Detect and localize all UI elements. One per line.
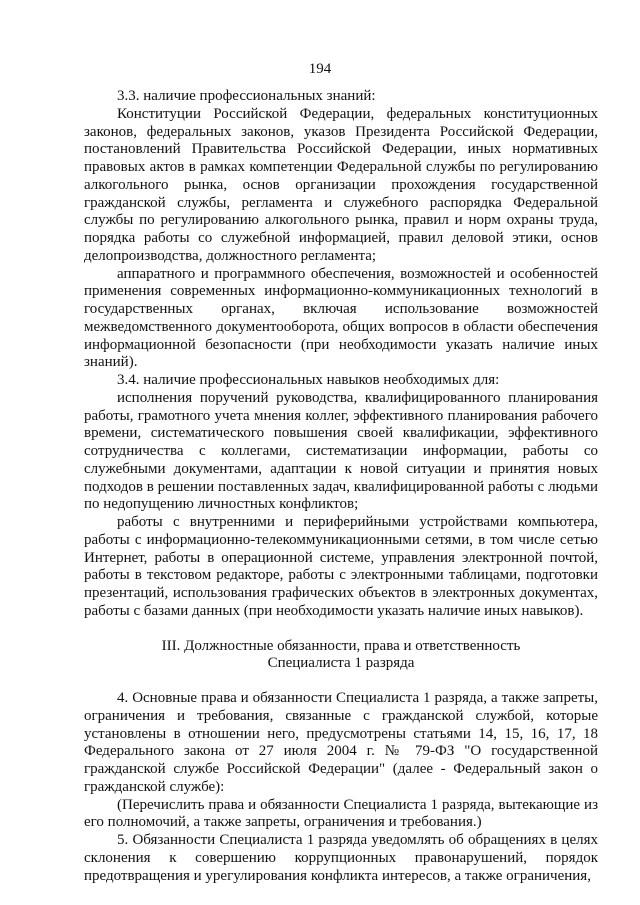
paragraph-knowledge-laws: Конституции Российской Федерации, федеральных конституционных законов, федеральных законов, указов Президента Российской Федерации, постановлений Правительства Российской Федерации, иных нормативных правовых актов в рамках компетенции Федеральной службы по регулированию алкогольного рынка, основ организации прохождения государственной гражданской службы, регламента и служебного распорядка Федеральной службы по регулированию алкогольного рынка, правил и норм охраны труда, порядка работы со служебной информацией, правил деловой этики, основ делопроизводства, должностного регламента; [84, 105, 598, 264]
paragraph-5: 5. Обязанности Специалиста 1 разряда уведомлять об обращениях в целях склонения к совершению коррупционных правонарушений, порядок предотвращения и урегулирования конфликта интересов, а также ограничения, [84, 832, 598, 884]
paragraph-knowledge-it: аппаратного и программного обеспечения, возможностей и особенностей применения современных информационно-коммуникационных технологий в государственных органах, включая использование возможностей межведомственного документооборота, общих вопросов в области обеспечения информационной безопасности (при необходимости указать наличие иных знаний). [84, 265, 598, 371]
paragraph-skills-computer: работы с внутренними и периферийными устройствами компьютера, работы с информационно-телекоммуникационными сетями, в том числе сетью Интернет, работы в операционной системе, управления электронной почтой, работы в текстовом редакторе, работы с электронными таблицами, подготовки презентаций, использования графических объектов в электронных документах, работы с базами данных (при необходимости указать наличие иных навыков). [84, 514, 598, 619]
page-number: 194 [308, 61, 332, 77]
paragraph-3-4: 3.4. наличие профессиональных навыков необходимых для: [117, 372, 500, 388]
section-heading-line-1: III. Должностные обязанности, права и ответственность [161, 637, 521, 654]
paragraph-list-rights: (Перечислить права и обязанности Специалиста 1 разряда, вытекающие из его полномочий, а также запреты, ограничения и требования.) [84, 796, 598, 831]
paragraph-3-3: 3.3. наличие профессиональных знаний: [117, 88, 376, 104]
document-body [84, 88, 598, 885]
section-heading-line-2: Специалиста 1 разряда [267, 655, 415, 672]
paragraph-4: 4. Основные права и обязанности Специалиста 1 разряда, а также запреты, ограничения и требования, связанные с гражданской службой, которые установлены в отношении него, предусмотрены статьями 14, 15, 16, 17, 18 Федерального закона от 27 июля 2004 г. № 79-ФЗ "О государственной гражданской службе Российской Федерации" (далее - Федеральный закон о гражданской службе): [84, 690, 598, 795]
paragraph-skills-work: исполнения поручений руководства, квалифицированного планирования работы, грамотного учета мнения коллег, эффективного планирования рабочего времени, систематического повышения своей квалификации, эффективного сотрудничества с коллегами, систематизации информации, работы со служебными документами, адаптации к новой ситуации и принятия новых подходов в решении поставленных задач, квалифицированной работы с людьми по недопущению личностных конфликтов; [84, 389, 598, 513]
